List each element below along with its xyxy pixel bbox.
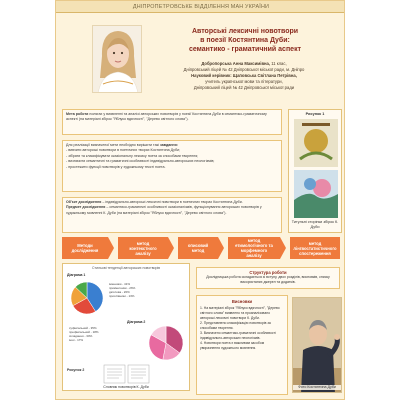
pie-chart-1 bbox=[69, 280, 105, 316]
conclusion-item: 2. Представлено класифікацію новотворів за способами творення. bbox=[200, 321, 271, 330]
conclusion-item: 3. Визначено семантико-граматичні особливості індивідуально-авторських неологізмів. bbox=[200, 331, 276, 340]
object-subject-section bbox=[62, 197, 282, 233]
pie-chart-2 bbox=[147, 324, 185, 362]
diagram-2-legend bbox=[69, 326, 143, 342]
goal-text: полягає у виявленні та аналізі авторських новотворів у поезії Костянтина Дуби в семантико-граматичному аспекті (на матеріалі збірок "Яблуко вдячності", "Дерево світлого слова"). bbox=[66, 112, 267, 122]
diagram-1-legend bbox=[109, 282, 169, 298]
conclusions-heading: Висновки bbox=[231, 299, 253, 304]
legend-item: складання - 30% bbox=[69, 334, 93, 338]
object-label: Об'єкт дослідження bbox=[66, 200, 102, 204]
poet-photo-caption: Фото Костянтина Дуби bbox=[293, 385, 341, 390]
legend-item: суфіксальний - 35% bbox=[69, 326, 97, 330]
structure-section bbox=[196, 267, 340, 289]
supervisor-school: Дніпровський ліцей № 42 Дніпровської міської ради bbox=[193, 85, 295, 90]
subject-label: Предмет дослідження bbox=[66, 205, 106, 210]
figure-2-caption: Словник новотворів К. Дуби bbox=[103, 385, 149, 389]
task-item: - визначити семантичні та граматичні особливості індивідуально-авторських неологізмів; bbox=[66, 159, 215, 164]
conclusion-item: 4. Новотвори поета є важливим засобом увиразнення художнього мовлення. bbox=[200, 341, 265, 350]
legend-item: прислівники - 13% bbox=[109, 294, 135, 298]
title-line-1: Авторські лексичні новотвори bbox=[191, 28, 299, 35]
title-line-2: в поезії Костянтина Дуби: bbox=[200, 37, 290, 44]
structure-heading: Структура роботи bbox=[249, 270, 287, 275]
student-name: Добропорська Анна Максимівна, bbox=[201, 61, 271, 66]
goal-label: Мета роботи bbox=[66, 112, 89, 116]
figure-1-card bbox=[288, 109, 342, 233]
legend-item: іменники - 41% bbox=[109, 282, 131, 286]
subject-text: – семантико-граматичні особливості оказіоналізмів, функціонування авторських новотворів у художньому мовленні К. Дуби (на матеріалі збірок "Яблуко вдячності", "Дерево світлого слова"). bbox=[66, 205, 262, 215]
figures-panel bbox=[62, 263, 190, 391]
dictionary-preview bbox=[103, 364, 151, 384]
tasks-intro-bold: завдання: bbox=[160, 143, 178, 147]
goal-section bbox=[62, 109, 282, 135]
tasks-section bbox=[62, 140, 282, 192]
title-line-3: семантико - граматичний аспект bbox=[188, 46, 302, 53]
diagram-1-label: Діаграма 1 bbox=[67, 273, 86, 277]
poster-title bbox=[154, 27, 336, 54]
supervisor-name: Щаповська Світлана Петрівна, bbox=[231, 73, 297, 78]
method-etymological: метод етимологічного та морфемного аналізу bbox=[228, 237, 280, 259]
conclusion-item: 1. На матеріалі збірок "Яблуко вдячності", "Дерево світлого слова" виявлено та проаналізовано авторські лексичні новотвори К. Дуби. bbox=[200, 306, 280, 320]
task-item: - зібрати та класифікувати оказіональну лексику поета за способами творення; bbox=[66, 153, 199, 158]
poster bbox=[55, 0, 345, 400]
poet-photo-image bbox=[293, 298, 342, 393]
portrait-illustration bbox=[93, 26, 142, 93]
figures-panel-title: Стильові тенденції авторських новотворів bbox=[91, 266, 161, 270]
legend-item: префіксальний - 18% bbox=[69, 330, 99, 334]
task-item: - вивчити авторські новотвори в поетичних творах Костянтина Дуби; bbox=[66, 148, 181, 153]
student-grade: 11 клас, bbox=[270, 61, 287, 66]
figure-1-label: Рисунок 1 bbox=[305, 112, 325, 116]
dictionary-pages-image bbox=[103, 364, 151, 384]
book-cover-1-image bbox=[294, 119, 338, 167]
methods-row bbox=[62, 237, 340, 259]
organization-header: ДНІПРОПЕТРОВСЬКЕ ВІДДІЛЕННЯ МАН УКРАЇНИ bbox=[56, 1, 345, 13]
legend-item: прикметники - 26% bbox=[109, 286, 136, 290]
method-context: метод контекстного аналізу bbox=[118, 237, 168, 259]
tasks-intro: Для реалізації визначеної мети необхідно вирішити такі bbox=[66, 143, 161, 147]
methods-heading: Методи дослідження bbox=[62, 237, 108, 259]
object-text: – індивідуально-авторські лексичні новотвори в поетичних творах Костянтина Дуби. bbox=[101, 200, 243, 204]
diagram-2-label: Діаграма 2 bbox=[127, 320, 146, 324]
legend-item: інші - 17% bbox=[69, 338, 84, 342]
figure-1-caption: Титульні сторінки збірок К. Дуби bbox=[291, 220, 339, 229]
student-portrait bbox=[92, 25, 142, 93]
legend-item: дієслова - 20% bbox=[109, 290, 130, 294]
book-cover-2-image bbox=[294, 170, 338, 218]
task-item: - простежити функції новотворів у художньому тексті поета. bbox=[66, 164, 166, 169]
method-statistical: метод лінгвостатистичного спостереження bbox=[290, 237, 340, 259]
structure-text: Дослідницька робота складається зі вступу, двох розділів, висновків, списку використаних джерел та додатків. bbox=[206, 275, 330, 284]
supervisor-label: Науковий керівник: bbox=[191, 73, 232, 78]
student-school: Дніпровський ліцей № 42 Дніпровської міської ради, м. Дніпро bbox=[183, 67, 305, 72]
poet-photo bbox=[292, 297, 342, 393]
method-descriptive: описовий метод bbox=[178, 237, 218, 259]
supervisor-role: учитель української мови та літератури, bbox=[205, 79, 283, 84]
conclusions-section bbox=[196, 295, 288, 395]
authors-block bbox=[148, 61, 340, 91]
figure-2-label: Рисунок 2 bbox=[67, 368, 85, 372]
